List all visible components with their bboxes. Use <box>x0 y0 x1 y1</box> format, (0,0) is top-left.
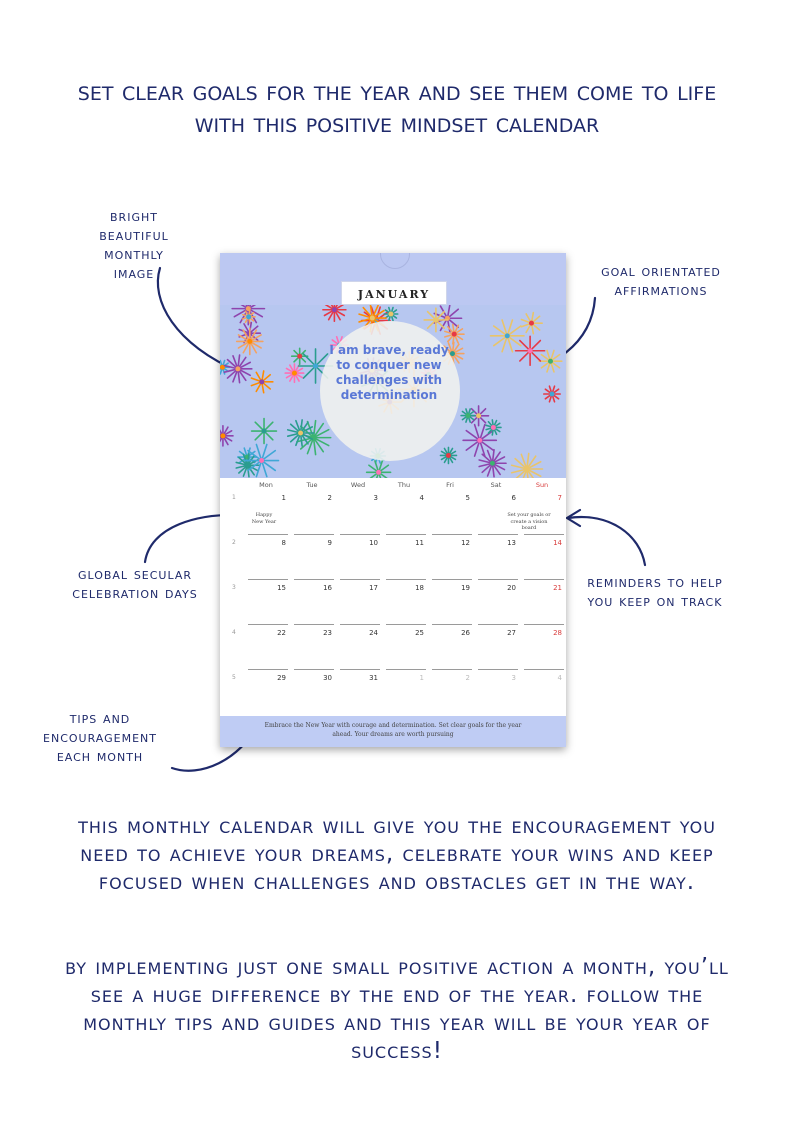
day-number: 13 <box>507 539 516 547</box>
annotation-affirmations: goal orientated affirmations <box>601 262 721 299</box>
weekday-header: Wed <box>350 481 366 489</box>
week-number: 1 <box>232 494 236 501</box>
day-number: 17 <box>369 584 378 592</box>
day-cell-divider <box>432 579 472 580</box>
day-cell-divider <box>478 669 518 670</box>
day-number: 5 <box>465 494 470 502</box>
day-number: 14 <box>553 539 562 547</box>
day-number: 25 <box>415 629 424 637</box>
day-number: 15 <box>277 584 286 592</box>
annotation-image: bright beautiful monthly image <box>99 207 169 282</box>
paragraph-1: this monthly calendar will give you the encouragement you need to achieve your dreams, celebrate your wins and keep focused when challenges and obstacles get in the way. <box>78 813 716 895</box>
day-cell-divider <box>432 624 472 625</box>
day-number: 10 <box>369 539 378 547</box>
day-number: 21 <box>553 584 562 592</box>
day-cell-divider <box>294 669 334 670</box>
week-number: 3 <box>232 584 236 591</box>
day-number: 31 <box>369 674 378 682</box>
day-cell-divider <box>478 534 518 535</box>
day-cell-divider <box>386 534 426 535</box>
reminder-note: Set your goals or create a vision board <box>507 512 551 531</box>
hanger-notch <box>380 253 410 269</box>
weekday-header: Mon <box>259 481 273 489</box>
page-headline: set clear goals for the year and see them come to life with this positive mindset calendar <box>77 76 717 139</box>
month-title: january <box>341 281 447 305</box>
week-number: 2 <box>232 539 236 546</box>
day-cell-divider <box>478 624 518 625</box>
day-cell-divider <box>294 579 334 580</box>
tips-footer <box>220 716 566 747</box>
day-number: 27 <box>507 629 516 637</box>
day-cell-divider <box>340 624 380 625</box>
day-cell-divider <box>248 669 288 670</box>
weekday-header: Fri <box>446 481 454 489</box>
day-number: 3 <box>511 674 516 682</box>
annotation-reminders: reminders to help you keep on track <box>587 573 723 610</box>
day-cell-divider <box>386 624 426 625</box>
day-number: 24 <box>369 629 378 637</box>
day-number: 4 <box>557 674 562 682</box>
day-number: 4 <box>419 494 424 502</box>
week-number: 4 <box>232 629 236 636</box>
day-number: 23 <box>323 629 332 637</box>
paragraph-2: by implementing just one small positive action a month, you’ll see a huge difference by the end of the year. follow the monthly tips and guides and this year will be your year of success! <box>65 954 729 1064</box>
day-cell-divider <box>340 669 380 670</box>
day-cell-divider <box>294 624 334 625</box>
day-number: 26 <box>461 629 470 637</box>
arrow-reminders <box>568 517 645 565</box>
day-number: 28 <box>553 629 562 637</box>
day-number: 18 <box>415 584 424 592</box>
day-cell-divider <box>524 534 564 535</box>
day-cell-divider <box>524 579 564 580</box>
day-cell-divider <box>294 534 334 535</box>
day-number: 29 <box>277 674 286 682</box>
day-cell-divider <box>478 579 518 580</box>
day-number: 20 <box>507 584 516 592</box>
day-cell-divider <box>248 624 288 625</box>
day-cell-divider <box>432 669 472 670</box>
day-number: 12 <box>461 539 470 547</box>
day-number: 1 <box>419 674 424 682</box>
day-cell-divider <box>248 534 288 535</box>
day-number: 3 <box>373 494 378 502</box>
day-number: 19 <box>461 584 470 592</box>
calendar-mockup <box>220 253 566 747</box>
tips-footer-text: Embrace the New Year with courage and determination. Set clear goals for the year ahead. Your dreams are worth pursuing <box>264 722 522 738</box>
weekday-header: Tue <box>306 481 318 489</box>
day-number: 30 <box>323 674 332 682</box>
day-cell-divider <box>524 624 564 625</box>
weekday-header: Thu <box>397 481 411 489</box>
day-number: 11 <box>415 539 424 547</box>
day-number: 2 <box>465 674 470 682</box>
day-cell-divider <box>386 669 426 670</box>
day-cell-divider <box>386 579 426 580</box>
day-number: 22 <box>277 629 286 637</box>
day-cell-divider <box>432 534 472 535</box>
annotation-tips: tips and encouragement each month <box>43 709 157 765</box>
celebration-note: Happy New Year <box>251 512 277 525</box>
affirmation-text: I am brave, ready to conquer new challenges with determination <box>329 343 449 402</box>
day-number: 2 <box>327 494 332 502</box>
weekday-header: Sun <box>535 481 549 489</box>
day-number: 8 <box>281 539 286 547</box>
day-number: 7 <box>557 494 562 502</box>
day-number: 9 <box>327 539 332 547</box>
day-cell-divider <box>248 579 288 580</box>
week-number: 5 <box>232 674 236 681</box>
weekday-header: Sat <box>490 481 502 489</box>
day-cell-divider <box>524 669 564 670</box>
day-number: 1 <box>281 494 286 502</box>
annotation-celebrations: global secular celebration days <box>72 565 198 602</box>
day-number: 16 <box>323 584 332 592</box>
day-cell-divider <box>340 579 380 580</box>
day-number: 6 <box>511 494 516 502</box>
day-cell-divider <box>340 534 380 535</box>
